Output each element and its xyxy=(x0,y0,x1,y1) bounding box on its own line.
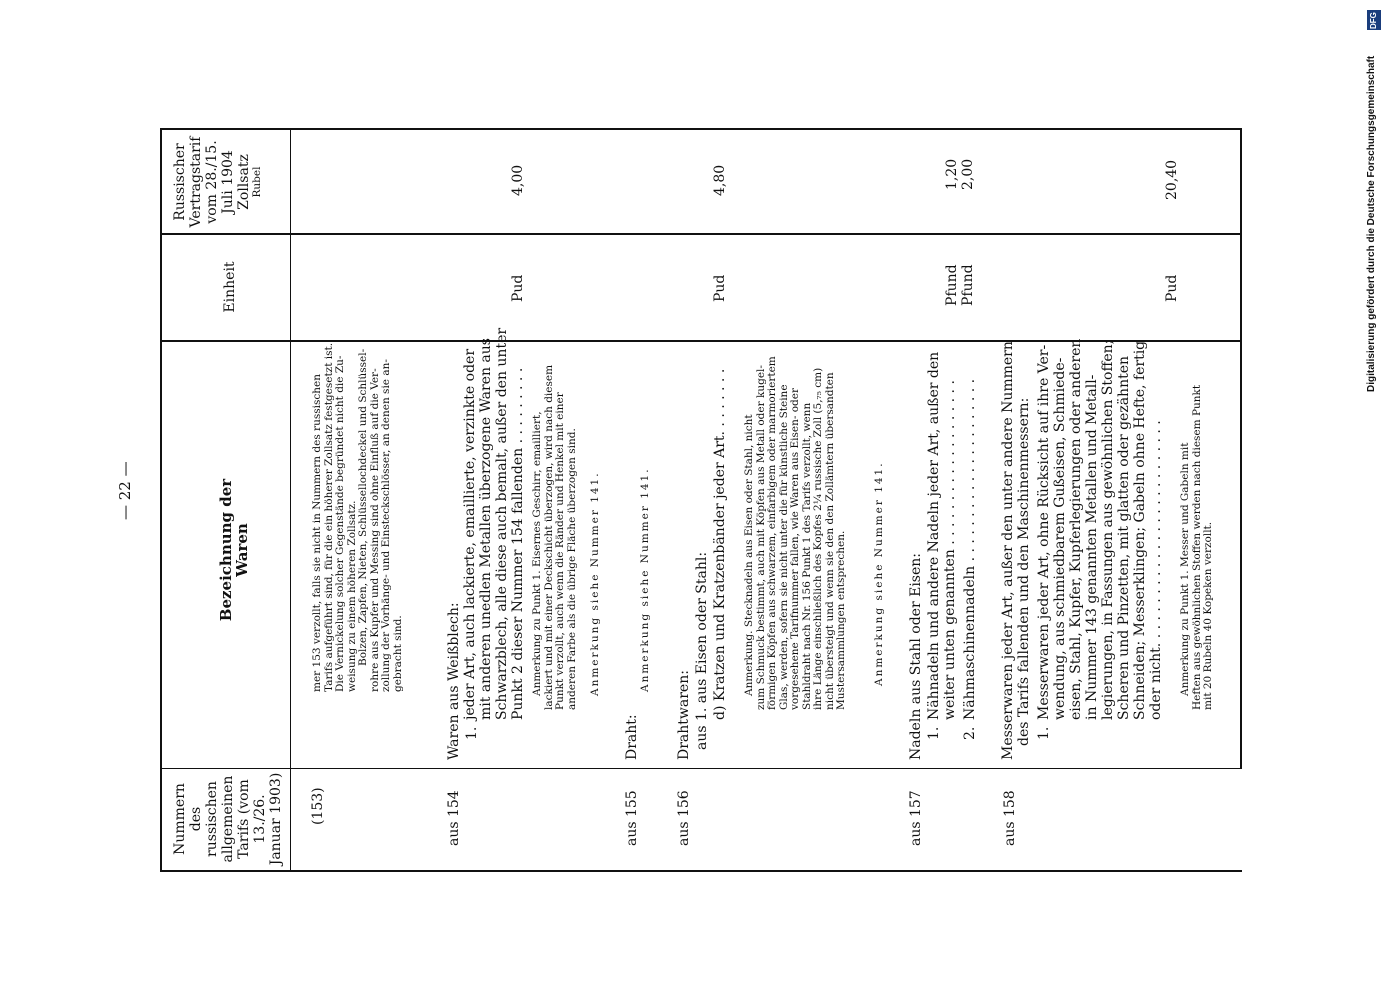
row-155-title: Draht: xyxy=(624,714,640,760)
row-153-text xyxy=(312,343,404,692)
dfg-logo-text: DFG xyxy=(1369,12,1378,29)
text-line: Anmerkung zu Punkt 1. Eisernes Geschirr, emailliert, xyxy=(531,411,543,696)
row-158-item xyxy=(1036,339,1164,720)
header-unit: Einheit xyxy=(222,261,238,313)
text-line: des Tarifs fallenden und den Maschinenmessern: xyxy=(1016,397,1032,746)
digitization-credit: Digitalisierung gefördert durch die Deutsche Forschungsgemeinschaft xyxy=(1366,55,1377,392)
text-line: Mustersammlungen entsprechen. xyxy=(835,530,847,710)
row-157-item-2: Nähmaschinennadeln . . . . . . . . . . . . . . . . . . . . . xyxy=(962,378,978,720)
text-line: Tarifs aufgeführt sind, für die ein höherer Zollsatz festgesetzt ist. xyxy=(322,342,335,692)
text-line: Anmerkung zu Punkt 1. Messer und Gabeln mit xyxy=(1179,442,1191,696)
text-line: Punkt 2 dieser Nummer 154 fallenden . . . . . . . . . xyxy=(510,367,526,720)
header-duty-title: Russischer Vertragstarif vom 28./15. Juli 1904 xyxy=(172,136,236,228)
text-line: lackiert und mit einer Deckschicht überzogen, wird nach diesem xyxy=(542,364,555,710)
row-156-subtitle: aus 1. aus Eisen oder Stahl: xyxy=(694,551,710,750)
table-rule-bottom xyxy=(160,870,1242,872)
column-rule-number xyxy=(160,768,1242,769)
row-157-number: aus 157 xyxy=(908,790,924,846)
row-157-unit-2: Pfund xyxy=(960,264,976,306)
text-line: rohre aus Kupfer und Messing sind ohne Einfluß auf die Ver- xyxy=(368,368,381,692)
row-154-see-note: Anmerkung siehe Nummer 141. xyxy=(589,471,601,696)
text-line: ihre Länge einschließlich des Kopfes 2¼ russische Zoll (5,₇₅ cm) xyxy=(812,367,824,710)
table-rule-top xyxy=(160,128,1242,130)
text-line: Nähnadeln und andere Nadeln jeder Art, außer den xyxy=(926,351,942,720)
row-154-duty: 4,00 xyxy=(510,164,526,196)
header-duty-currency: Rubel xyxy=(251,166,263,198)
text-line: Schwarzblech, alle diese auch bemalt, außer den unter xyxy=(494,327,510,720)
row-157-units xyxy=(944,264,976,306)
row-158-unit: Pud xyxy=(1164,274,1180,302)
text-line: vorgesehene Tarifnummer fallen, wie Waren aus Eisen- oder xyxy=(789,387,801,710)
text-line: Messerwaren jeder Art, außer den unter andere Nummern xyxy=(1000,341,1016,760)
row-157-unit-1: Pfund xyxy=(944,264,960,306)
header-duty xyxy=(172,132,264,232)
text-line: anderen Farbe als die übrige Fläche überzogen sind. xyxy=(565,428,578,710)
header-duty-rate: Zollsatz xyxy=(236,154,252,210)
column-rule-unit xyxy=(160,233,1242,235)
text-line: wendung, aus schmiedbarem Gußeisen, Schmiede- xyxy=(1052,357,1068,720)
text-line: zollung der Vorhänge- und Einsteckschlösser, an denen sie an- xyxy=(380,359,392,692)
header-description: Bezeichnung der Waren xyxy=(217,478,251,622)
text-line: zum Schmuck bestimmt, auch mit Köpfen aus Metall oder kugel- xyxy=(754,365,767,710)
row-156-unit: Pud xyxy=(712,274,728,302)
row-156-item: d) Kratzen und Kratzenbänder jeder Art. . . . . . . . xyxy=(712,368,728,720)
row-157-item-1 xyxy=(926,352,958,720)
text-line: in Nummer 143 genannten Metallen und Metall- xyxy=(1084,374,1100,720)
row-154-note xyxy=(532,365,578,710)
text-line: eisen, Stahl, Kupfer, Kupferlegierungen oder anderen xyxy=(1068,338,1084,720)
text-line: Bolzen, Zapfen, Nieten, Schlüssellochdeckel und Schlüssel- xyxy=(357,348,369,666)
row-156-see-note: Anmerkung siehe Nummer 141. xyxy=(873,461,885,686)
row-158-title xyxy=(1000,341,1032,760)
row-157-duties xyxy=(944,159,976,190)
row-154-title: Waren aus Weißblech: xyxy=(446,602,462,760)
page-number: — 22 — xyxy=(116,461,134,520)
row-157-item-2-number: 2. xyxy=(962,726,978,740)
row-155-number: aus 155 xyxy=(624,790,640,846)
text-line: Heften aus gewöhnlichen Stoffen werden nach diesem Punkt xyxy=(1190,384,1203,710)
row-158-item-number: 1. xyxy=(1036,726,1052,740)
text-line: Schneiden; Messerklingen; Gabeln ohne Hefte, fertig xyxy=(1132,340,1148,720)
row-156-title: Drahtwaren: xyxy=(676,670,692,760)
row-154-number: aus 154 xyxy=(446,790,462,846)
row-158-duty: 20,40 xyxy=(1164,159,1180,200)
row-154-item xyxy=(462,328,526,720)
text-line: Messerwaren jeder Art, ohne Rücksicht auf ihre Ver- xyxy=(1036,344,1052,720)
text-line: Glas, werden, sofern sie nicht unter die für künstliche Steine xyxy=(777,384,790,710)
text-line: Punkt verzollt, auch wenn die Ränder und Henkel mit einer xyxy=(554,392,566,710)
text-line: förmigen Köpfen aus schwarzem, einfarbigem oder marmoriertem xyxy=(766,356,778,710)
row-154-item-number: 1. xyxy=(464,726,480,740)
row-158-number: aus 158 xyxy=(1002,790,1018,846)
text-line: Scheren und Pinzetten, mit glatten oder gezähnten xyxy=(1116,355,1132,720)
row-157-item-1-number: 1. xyxy=(926,726,942,740)
text-line: jeder Art, auch lackierte, emaillierte, verzinkte oder xyxy=(462,348,478,720)
text-line: Die Vernickelung solcher Gegenstände begründet nicht die Zu- xyxy=(334,355,346,692)
row-156-number: aus 156 xyxy=(676,790,692,846)
row-155-see-note: Anmerkung siehe Nummer 141. xyxy=(639,467,651,692)
text-line: weiter unten genannten . . . . . . . . . . . . . . . . . . . xyxy=(942,380,958,720)
row-157-title: Nadeln aus Stahl oder Eisen: xyxy=(908,552,924,760)
row-156-note xyxy=(744,356,848,710)
text-line: mit anderen unedlen Metallen überzogene Waren aus xyxy=(478,338,494,720)
text-line: gebracht sind. xyxy=(391,615,404,692)
row-153-number: (153) xyxy=(310,787,326,825)
text-line: legierungen, in Fassungen aus gewöhnlichen Stoffen; xyxy=(1100,339,1116,720)
text-line: Anmerkung. Stecknadeln aus Eisen oder Stahl, nicht xyxy=(743,414,755,696)
row-157-duty-1: 1,20 xyxy=(944,158,960,190)
text-line: nicht übersteigt und wenn sie den den Zollämtern übersandten xyxy=(823,372,836,710)
table-rule-right xyxy=(1240,128,1242,768)
row-158-note xyxy=(1180,385,1215,710)
text-line: mit 20 Rubeln 40 Kopeken verzollt. xyxy=(1202,521,1214,710)
table-rule-left xyxy=(160,128,162,872)
text-line: weisung zu einem höheren Zollsatz. xyxy=(345,500,358,692)
header-separator xyxy=(290,130,291,870)
text-line: mer 153 verzollt, falls sie nicht in Nummern des russischen xyxy=(311,374,323,692)
text-line: Stahldraht nach Nr. 156 Punkt 1 des Tarifs verzollt, wenn xyxy=(800,402,813,710)
dfg-logo xyxy=(1367,10,1381,30)
text-line: oder nicht. . . . . . . . . . . . . . . . . . . . . . . . . . xyxy=(1148,420,1164,720)
row-157-duty-2: 2,00 xyxy=(960,158,976,190)
row-156-duty: 4,80 xyxy=(712,164,728,196)
row-154-unit: Pud xyxy=(510,274,526,302)
header-number: Nummern des russischen allgemeinen Tarifs (vom 13./26. Januar 1903) xyxy=(172,772,284,866)
